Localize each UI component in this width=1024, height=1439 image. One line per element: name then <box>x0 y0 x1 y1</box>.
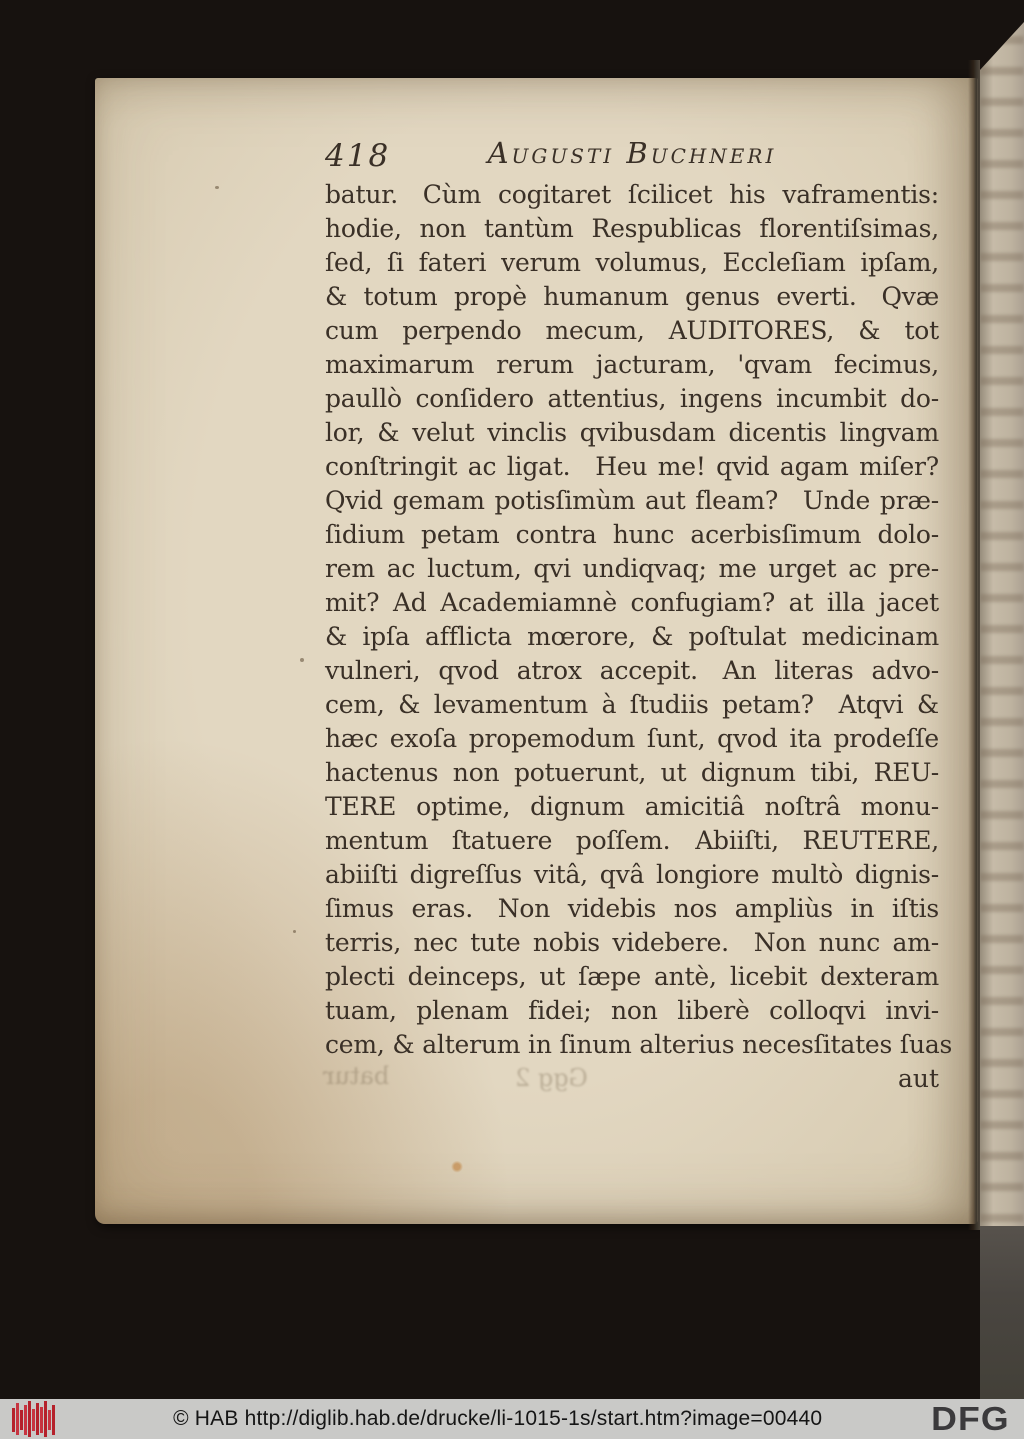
running-title: Augusti Buchneri <box>487 136 777 170</box>
text-line: cem, & levamentum à ſtudiis petam? Atqvi & <box>325 690 939 719</box>
text-line: hæc exoſa propemodum ſunt, qvod ita prodeſſe <box>325 724 939 753</box>
text-line: rem ac luctum, qvi undiqvaq; me urget ac pre- <box>325 554 939 583</box>
text-line: terris, nec tute nobis videbere. Non nunc am- <box>325 928 939 957</box>
text-line: paullò conſidero attentius, ingens incumbit do- <box>325 384 939 413</box>
text-line: maximarum rerum jacturam, 'qvam fecimus, <box>325 350 939 379</box>
text-line: cem, & alterum in ſinum alterius necesſitates ſuas <box>325 1030 953 1059</box>
body-text <box>325 178 953 1062</box>
text-line: hactenus non potuerunt, ut dignum tibi, REU- <box>325 758 939 787</box>
text-line: ſed, ſi fateri verum volumus, Eccleſiam ipſam, <box>325 248 939 277</box>
text-line: Qvid gemam potisſimùm aut fleam? Unde præ- <box>325 486 939 515</box>
text-line: & ipſa afflicta mœrore, & poſtulat medicinam <box>325 622 939 651</box>
paper-speck <box>215 186 219 189</box>
dfg-logo: DFG <box>931 1400 1010 1437</box>
text-line: tuam, plenam fidei; non liberè colloqvi invi- <box>325 996 939 1025</box>
text-line: vulneri, qvod atrox accepit. An literas advo- <box>325 656 939 685</box>
hab-logo-icon <box>10 1401 58 1437</box>
text-line: lor, & velut vinclis qvibusdam dicentis lingvam <box>325 418 939 447</box>
text-line: ſimus eras. Non videbis nos ampliùs in iſtis <box>325 894 939 923</box>
text-line: batur. Cùm cogitaret ſcilicet his vaframentis: <box>325 180 939 209</box>
text-line: TERE optime, dignum amicitiâ noſtrâ monu- <box>325 792 939 821</box>
text-line: mit? Ad Academiamnè confugiam? at illa jacet <box>325 588 939 617</box>
text-line: conſtringit ac ligat. Heu me! qvid agam miſer? <box>325 452 939 481</box>
text-line: plecti deinceps, ut ſæpe antè, licebit dexteram <box>325 962 939 991</box>
paper-speck <box>293 930 296 933</box>
showthrough-signature: Ggg 2 <box>515 1064 588 1092</box>
text-line: cum perpendo mecum, AUDITORES, & tot <box>325 316 939 345</box>
text-line: & totum propè humanum genus everti. Qvæ <box>325 282 939 311</box>
book-gutter-fold <box>968 60 980 1230</box>
page-header <box>325 136 939 176</box>
adjacent-page-edge <box>980 22 1024 1232</box>
adjacent-page-shadow <box>980 1226 1024 1399</box>
page-number: 418 <box>325 138 391 174</box>
text-line: ſidium petam contra hunc acerbisſimum dolo- <box>325 520 939 549</box>
paper-speck <box>300 658 304 662</box>
source-url-text: © HAB http://diglib.hab.de/drucke/li-1015-1s/start.htm?image=00440 <box>173 1407 823 1430</box>
catchword: aut <box>897 1064 939 1093</box>
book-page-scan <box>95 78 978 1224</box>
text-line: abiiſti digreſſus vitâ, qvâ longiore multò dignis- <box>325 860 939 889</box>
text-line: hodie, non tantùm Respublicas florentiſsimas, <box>325 214 939 243</box>
digitization-footer-bar <box>0 1399 1024 1439</box>
text-line: mentum ſtatuere poſſem. Abiiſti, REUTERE, <box>325 826 939 855</box>
showthrough-word: batur <box>323 1062 390 1090</box>
